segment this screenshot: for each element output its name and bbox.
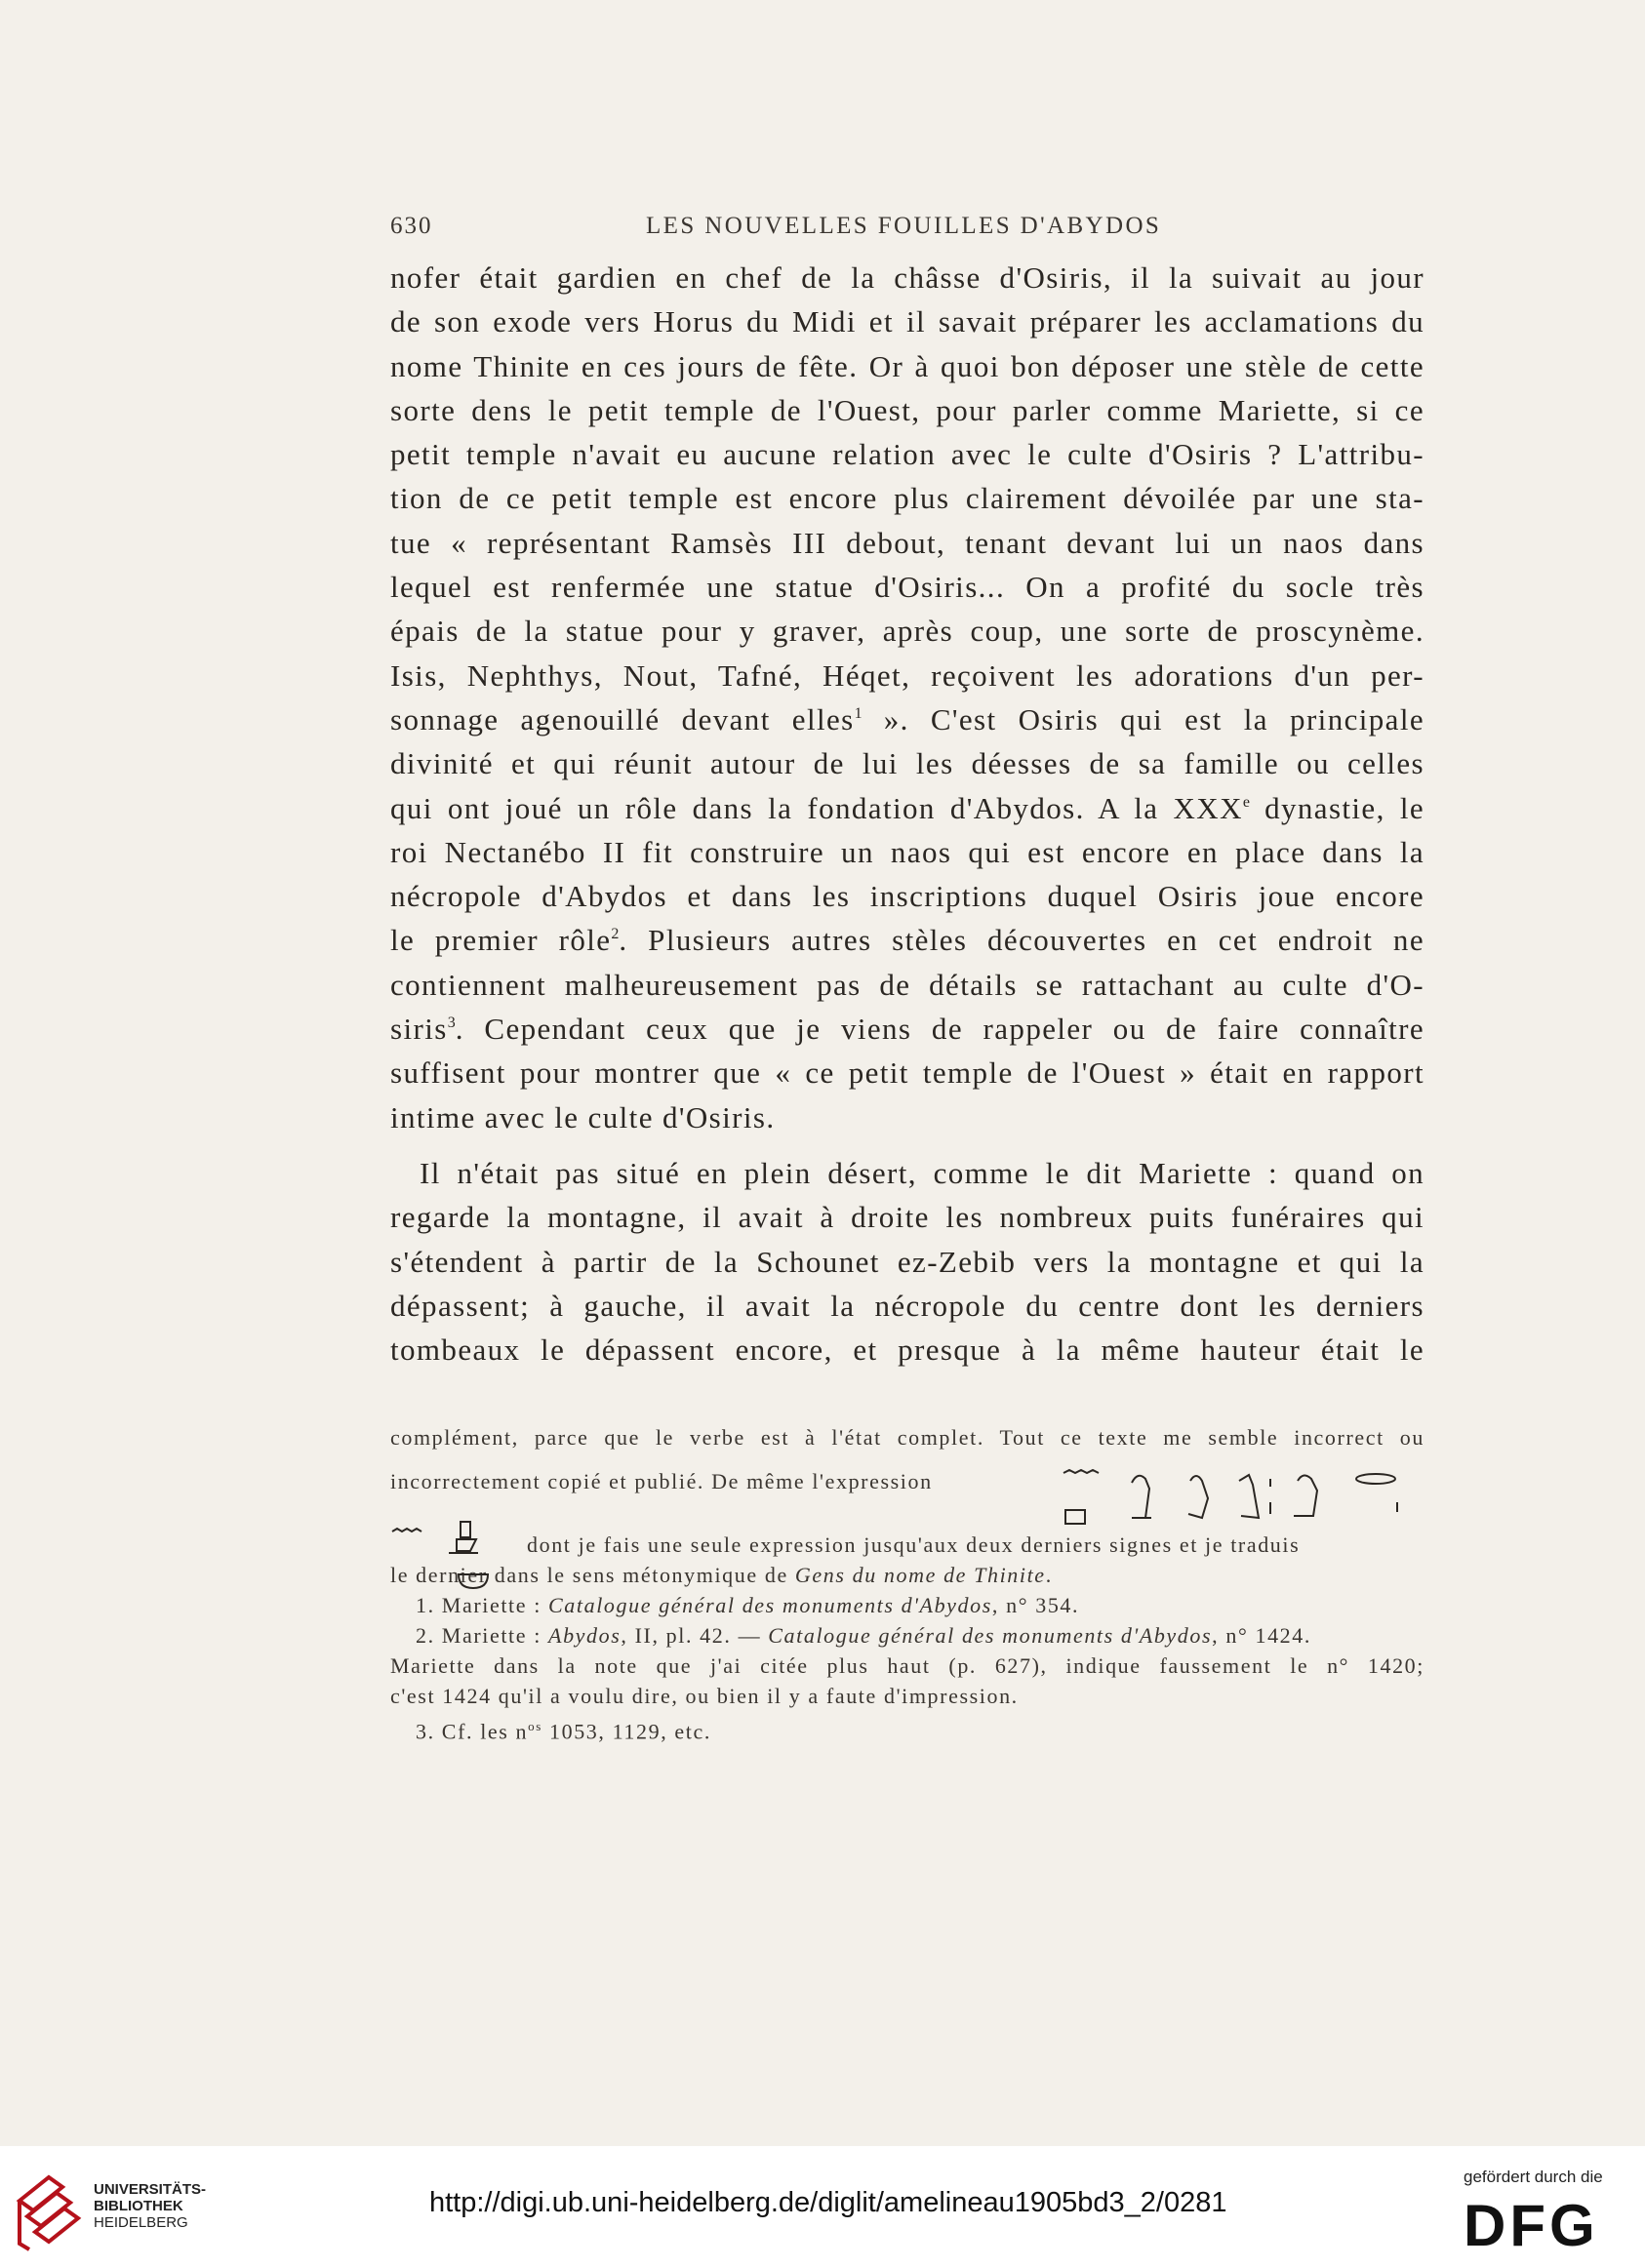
footnote-ref: 3: [447, 1015, 456, 1032]
page-number: 630: [390, 213, 433, 239]
text-segment: , II, pl. 42. —: [621, 1623, 769, 1648]
text-line: dépassent; à gauche, il avait la nécropole du centre dont les derniers: [390, 1288, 1424, 1323]
text-line: Il n'était pas situé en plein désert, comme le dit Mariette : quand on: [420, 1155, 1424, 1190]
permalink-url[interactable]: http://digi.ub.uni-heidelberg.de/diglit/amelineau1905bd3_2/0281: [429, 2187, 1227, 2218]
text-line: lequel est renfermée une statue d'Osiris... On a profité du socle très: [390, 570, 1424, 605]
text-segment: le premier rôle: [390, 923, 612, 958]
text-line: nécropole d'Abydos et dans les inscriptions duquel Osiris joue encore: [390, 879, 1424, 914]
text-line: roi Nectanébo II fit construire un naos qui est encore en place dans la: [390, 834, 1424, 869]
library-name: [94, 2181, 289, 2231]
paragraph-gap: [390, 1139, 1424, 1151]
viewer-footer: [0, 2146, 1645, 2268]
superscript: os: [528, 1719, 542, 1733]
text-segment: dynastie, le: [1250, 790, 1424, 825]
main-text: [390, 256, 1424, 1372]
note-line: incorrectement copié et publié. De même l'expression: [390, 1469, 933, 1493]
text-line: intime avec le culte d'Osiris.: [390, 1099, 776, 1134]
note-line: [390, 1560, 1424, 1590]
footnote-3: [390, 1711, 1424, 1744]
note-line: dont je fais une seule expression jusqu'aux deux derniers signes et je traduis: [527, 1532, 1301, 1557]
text-line: nome Thinite en ces jours de fête. Or à quoi bon déposer une stèle de cette: [390, 348, 1424, 383]
footnote-1: [390, 1590, 1424, 1620]
footnote-2: [390, 1620, 1424, 1651]
text-line: tue « représentant Ramsès III debout, tenant devant lui un naos dans: [390, 525, 1424, 560]
text-segment: . Plusieurs autres stèles découvertes en cet endroit ne: [619, 923, 1424, 958]
text-segment: 1053, 1129, etc.: [542, 1719, 711, 1744]
text-line: nofer était gardien en chef de la châsse d'Osiris, il la suivait au jour: [390, 260, 1424, 295]
hieroglyph-group-icon: [390, 1520, 498, 1608]
note-line: c'est 1424 qu'il a voulu dire, ou bien il y a faute d'impression.: [390, 1684, 1019, 1708]
text-segment: siris: [390, 1012, 448, 1047]
dfg-logo: DFG: [1464, 2193, 1599, 2258]
text-segment: 1. Mariette :: [416, 1593, 549, 1617]
superscript: e: [1242, 793, 1250, 811]
text-line: Isis, Nephthys, Nout, Tafné, Héqet, reçoivent les adorations d'un per-: [390, 657, 1424, 693]
hieroglyph-group-icon: [1044, 1463, 1434, 1532]
note-line: Mariette dans la note que j'ai citée plus haut (p. 627), indique faussement le n° 1420;: [390, 1653, 1424, 1678]
italic-segment: Catalogue général des monuments d'Abydos: [768, 1623, 1213, 1648]
italic-segment: Gens du nome de Thinite: [794, 1563, 1046, 1587]
text-line: de son exode vers Horus du Midi et il savait préparer les acclamations du: [390, 304, 1424, 339]
text-segment: ». C'est Osiris qui est la principale: [862, 701, 1424, 736]
text-line: [390, 1007, 1424, 1051]
text-line: sorte dens le petit temple de l'Ouest, pour parler comme Mariette, si ce: [390, 392, 1424, 427]
footnote-ref: 2: [611, 926, 620, 943]
text-segment: . Cependant ceux que je viens de rappeler ou de faire connaître: [455, 1012, 1424, 1047]
note-line: complément, parce que le verbe est à l'état complet. Tout ce texte me semble incorrect ou: [390, 1425, 1424, 1450]
text-line: divinité et qui réunit autour de lui les déesses de sa famille ou celles: [390, 746, 1424, 781]
library-line: UNIVERSITÄTS-: [94, 2181, 207, 2198]
text-line: [390, 786, 1424, 830]
italic-segment: Catalogue général des monuments d'Abydos: [548, 1593, 992, 1617]
text-line: tombeaux le dépassent encore, et presque à la même hauteur était le: [390, 1333, 1424, 1368]
text-line: s'étendent à partir de la Schounet ez-Zebib vers la montagne et qui la: [390, 1244, 1424, 1279]
footnote-ref: 1: [854, 704, 863, 722]
text-segment: 2. Mariette :: [416, 1623, 549, 1648]
text-segment: le dernier dans le sens métonymique de: [390, 1563, 795, 1587]
text-segment: , n° 354.: [991, 1593, 1080, 1617]
text-segment: sonnage agenouillé devant elles: [390, 701, 855, 736]
text-line: regarde la montagne, il avait à droite les nombreux puits funéraires qui: [390, 1200, 1424, 1235]
text-line: épais de la statue pour y graver, après coup, une sorte de proscynème.: [390, 614, 1424, 649]
text-line: [390, 697, 1424, 741]
page-header: [390, 213, 1424, 252]
text-segment: , n° 1424.: [1212, 1623, 1311, 1648]
library-line: BIBLIOTHEK: [94, 2198, 183, 2214]
text-line: petit temple n'avait eu aucune relation avec le culte d'Osiris ? L'attribu-: [390, 437, 1424, 472]
text-segment: .: [1045, 1563, 1053, 1587]
text-segment: qui ont joué un rôle dans la fondation d'Abydos. A la XXX: [390, 790, 1243, 825]
text-line: suffisent pour montrer que « ce petit temple de l'Ouest » était en rapport: [390, 1055, 1424, 1091]
text-line: tion de ce petit temple est encore plus clairement dévoilée par une sta-: [390, 481, 1424, 516]
italic-segment: Abydos: [548, 1623, 622, 1648]
text-segment: 3. Cf. les n: [416, 1719, 529, 1744]
running-title: LES NOUVELLES FOUILLES D'ABYDOS: [646, 213, 1162, 239]
text-line: contiennent malheureusement pas de détails se rattachant au culte d'O-: [390, 967, 1424, 1002]
library-line: HEIDELBERG: [94, 2214, 188, 2231]
ub-heidelberg-logo: [14, 2171, 82, 2253]
funding-label: gefördert durch die: [1464, 2168, 1603, 2186]
text-line: [390, 918, 1424, 962]
